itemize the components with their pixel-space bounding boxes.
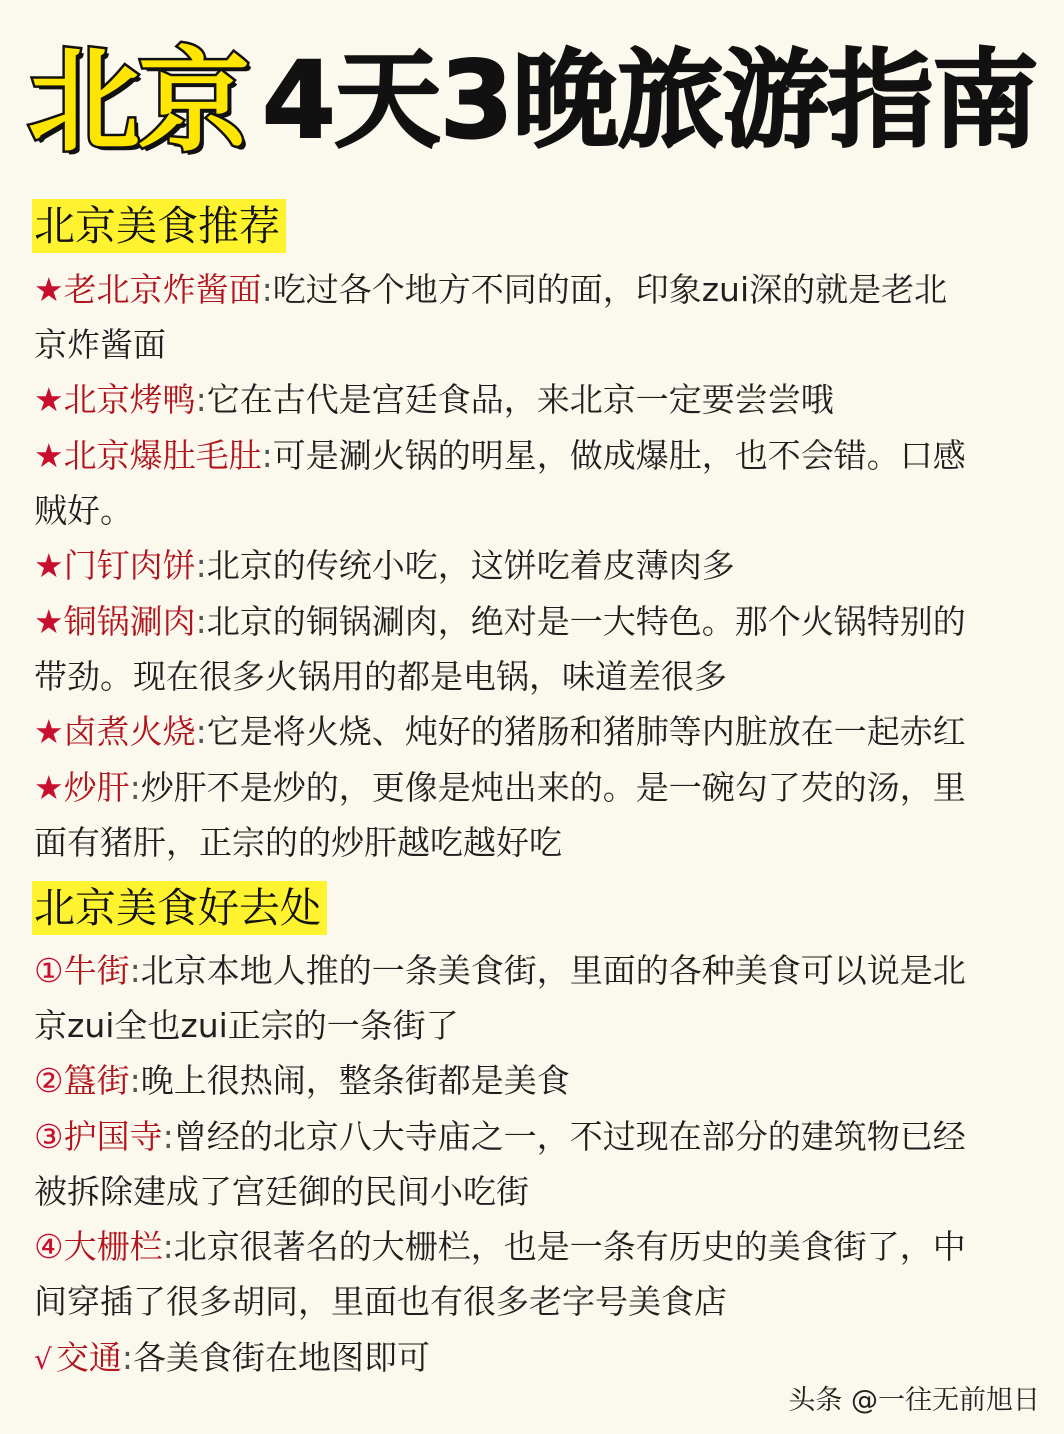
item-text: 晚上很热闹，整条街都是美食: [140, 1061, 570, 1100]
separator: :: [162, 1117, 174, 1156]
item-text: 曾经的北京八大寺庙之一，不过现在部分的建筑物已经: [173, 1117, 966, 1156]
separator: :: [195, 380, 207, 419]
list-item: [34, 1117, 1054, 1157]
number-2-icon: ②: [34, 1061, 64, 1100]
list-item: [34, 768, 1054, 808]
item-text: 北京的传统小吃，这饼吃着皮薄肉多: [206, 546, 735, 585]
item-continuation: 京炸酱面: [34, 325, 166, 364]
list-item: [34, 951, 1054, 991]
separator: :: [129, 768, 141, 807]
star-icon: ★: [34, 546, 64, 585]
item-text: 北京的铜锅涮肉，绝对是一大特色。那个火锅特别的: [206, 602, 966, 641]
item-name: 老北京炸酱面: [63, 270, 262, 309]
star-icon: ★: [34, 436, 64, 475]
item-name: 北京烤鸭: [63, 380, 196, 419]
separator: :: [261, 436, 273, 475]
star-icon: ★: [34, 768, 64, 807]
star-icon: ★: [34, 712, 64, 751]
number-4-icon: ④: [34, 1227, 64, 1266]
item-text: 可是涮火锅的明星，做成爆肚，也不会错。口感: [272, 436, 966, 475]
transport-item: [34, 1338, 1054, 1378]
list-item: [34, 546, 1054, 586]
item-continuation: 被拆除建成了宫廷御的民间小吃街: [34, 1172, 529, 1211]
item-name: 大栅栏: [63, 1227, 163, 1266]
separator: :: [195, 712, 207, 751]
list-item: [34, 712, 1054, 752]
checkmark-icon: √: [34, 1343, 52, 1376]
item-text: 它是将火烧、炖好的猪肠和猪肺等内脏放在一起赤红: [206, 712, 966, 751]
item-name: 交通: [55, 1338, 122, 1377]
separator: :: [121, 1338, 133, 1377]
separator: :: [129, 1061, 141, 1100]
list-item: [34, 380, 1054, 420]
item-name: 牛街: [63, 951, 130, 990]
list-item: [34, 1227, 1054, 1267]
page-title: [28, 22, 1038, 167]
star-icon: ★: [34, 270, 64, 309]
item-continuation: 间穿插了很多胡同，里面也有很多老字号美食店: [34, 1282, 727, 1321]
star-icon: ★: [34, 380, 64, 419]
item-text: 北京本地人推的一条美食街，里面的各种美食可以说是北: [140, 951, 966, 990]
list-item: [34, 602, 1054, 642]
item-text: 各美食街在地图即可: [132, 1338, 430, 1377]
item-continuation: 带劲。现在很多火锅用的都是电锅，味道差很多: [34, 657, 727, 696]
place-section-heading: 北京美食好去处: [32, 881, 327, 935]
star-icon: ★: [34, 602, 64, 641]
separator: :: [162, 1227, 174, 1266]
item-continuation: 贼好。: [34, 491, 133, 530]
separator: :: [195, 546, 207, 585]
separator: :: [195, 602, 207, 641]
title-rest: 4天3晚旅游指南: [262, 39, 1038, 162]
separator: :: [129, 951, 141, 990]
item-text: 吃过各个地方不同的面，印象zui深的就是老北: [272, 270, 948, 309]
item-name: 门钉肉饼: [63, 546, 196, 585]
item-name: 炒肝: [63, 768, 130, 807]
separator: :: [261, 270, 273, 309]
list-item: [34, 270, 1054, 310]
item-text: 它在古代是宫廷食品，来北京一定要尝尝哦: [206, 380, 834, 419]
item-text: 北京很著名的大栅栏，也是一条有历史的美食街了，中: [173, 1227, 966, 1266]
item-name: 铜锅涮肉: [63, 602, 196, 641]
item-continuation: 京zui全也zui正宗的一条街了: [34, 1006, 459, 1045]
item-name: 护国寺: [63, 1117, 163, 1156]
watermark: 头条 @一往无前旭日: [788, 1385, 1040, 1416]
item-continuation: 面有猪肝，正宗的的炒肝越吃越好吃: [34, 823, 562, 862]
item-name: 北京爆肚毛肚: [63, 436, 262, 475]
list-item: [34, 1061, 1054, 1101]
title-highlight: 北京: [28, 36, 248, 167]
food-section-heading: 北京美食推荐: [32, 199, 286, 253]
number-3-icon: ③: [34, 1117, 64, 1156]
item-name: 卤煮火烧: [63, 712, 196, 751]
number-1-icon: ①: [34, 951, 64, 990]
list-item: [34, 436, 1054, 476]
item-text: 炒肝不是炒的，更像是炖出来的。是一碗勾了芡的汤，里: [140, 768, 966, 807]
item-name: 簋街: [63, 1061, 130, 1100]
